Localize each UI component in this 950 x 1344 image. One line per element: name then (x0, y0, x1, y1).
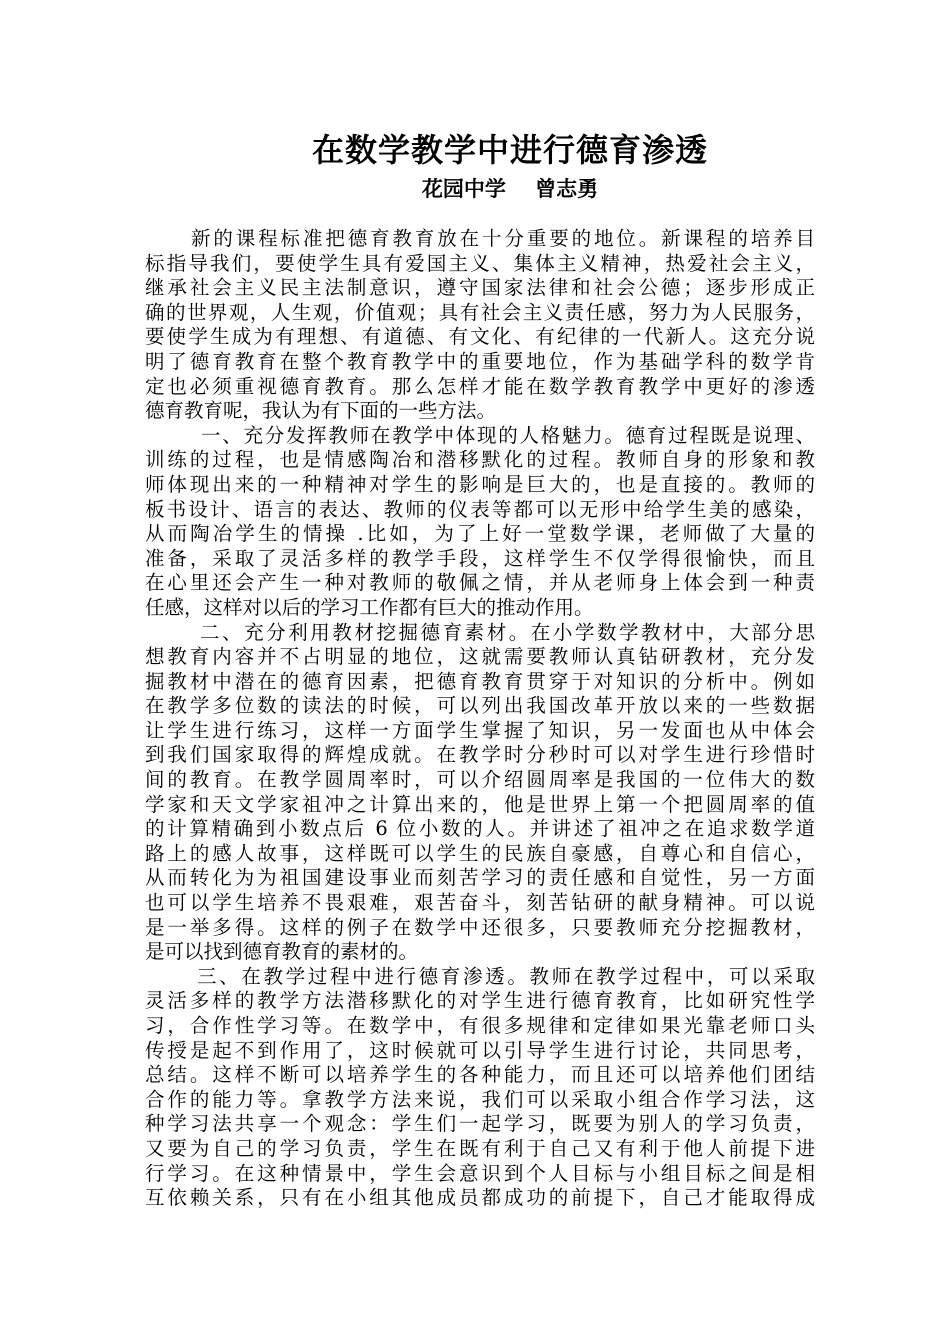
text-line: 的计算精确到小数点后 6 位小数的人。并讲述了祖冲之在追求数学道 (145, 817, 815, 841)
text-line: 到我们国家取得的辉煌成就。在教学时分秒时可以对学生进行珍惜时 (145, 743, 815, 767)
text-line: 二、充分利用教材挖掘德育素材。在小学数学教材中，大部分思 (200, 620, 815, 644)
text-line: 种学习法共享一个观念：学生们一起学习，既要为别人的学习负责， (145, 1112, 815, 1136)
text-line: 习，合作性学习等。在数学中，有很多规律和定律如果光靠老师口头 (145, 1014, 815, 1037)
text-line: 在教学多位数的读法的时候，可以列出我国改革开放以来的一些数据 (145, 694, 815, 718)
text-line: 灵活多样的教学方法潜移默化的对学生进行德育教育，比如研究性学 (145, 989, 815, 1013)
text-line: 又要为自己的学习负责，学生在既有利于自己又有利于他人前提下进 (145, 1136, 815, 1160)
text-line: 明了德育教育在整个教育教学中的重要地位，作为基础学科的数学肯 (145, 349, 815, 373)
text-line: 总结。这样不断可以培养学生的各种能力，而且还可以培养他们团结 (145, 1063, 815, 1087)
text-line: 是一举多得。这样的例子在数学中还很多，只要教师充分挖掘教材， (145, 915, 815, 939)
text-line: 德育教育呢，我认为有下面的一些方法。 (145, 399, 497, 423)
text-line: 训练的过程，也是情感陶冶和潜移默化的过程。教师自身的形象和教 (145, 448, 815, 472)
text-line: 让学生进行练习，这样一方面学生掌握了知识，另一发面也从中体会 (145, 718, 815, 742)
text-line: 想教育内容并不占明显的地位，这就需要教师认真钻研教材，充分发 (145, 645, 815, 669)
text-line: 间的教育。在教学圆周率时，可以介绍圆周率是我国的一位伟大的数 (145, 768, 815, 792)
text-line: 也可以学生培养不畏艰难，艰苦奋斗，刻苦钻研的献身精神。可以说 (145, 891, 815, 915)
text-line: 一、充分发挥教师在教学中体现的人格魅力。德育过程既是说理、 (201, 423, 815, 447)
text-line: 要使学生成为有理想、有道德、有文化、有纪律的一代新人。这充分说 (145, 325, 815, 349)
text-line: 任感，这样对以后的学习工作都有巨大的推动作用。 (145, 595, 594, 619)
text-line: 互依赖关系，只有在小组其他成员都成功的前提下，自己才能取得成 (145, 1186, 815, 1210)
text-line: 行学习。在这种情景中，学生会意识到个人目标与小组目标之间是相 (145, 1161, 815, 1185)
document-author: 花园中学 曾志勇 (421, 176, 599, 201)
text-line: 合作的能力等。拿教学方法来说，我们可以采取小组合作学习法，这 (145, 1087, 815, 1111)
text-line: 掘教材中潜在的德育因素，把德育教育贯穿于对知识的分析中。例如 (145, 669, 815, 693)
text-line: 在心里还会产生一种对教师的敬佩之情，并从老师身上体会到一种责 (145, 571, 815, 595)
text-line: 新的课程标准把德育教育放在十分重要的地位。新课程的培养目 (191, 227, 815, 250)
text-line: 板书设计、语言的表达、教师的仪表等都可以无形中给学生美的感染， (145, 497, 815, 521)
text-line: 从而陶冶学生的情操 .比如，为了上好一堂数学课，老师做了大量的 (145, 522, 815, 546)
text-line: 定也必须重视德育教育。那么怎样才能在数学教育教学中更好的渗透 (145, 374, 815, 398)
document-title: 在数学教学中进行德育渗透 (311, 131, 708, 169)
text-line: 继承社会主义民主法制意识，遵守国家法律和社会公德；逐步形成正 (145, 276, 815, 300)
text-line: 师体现出来的一种精神对学生的影响是巨大的，也是直接的。教师的 (145, 472, 815, 496)
text-line: 准备，采取了灵活多样的教学手段，这样学生不仅学得很愉快，而且 (145, 546, 815, 570)
text-line: 学家和天文学家祖冲之计算出来的，他是世界上第一个把圆周率的值 (145, 792, 815, 816)
text-line: 是可以找到德育教育的素材的。 (145, 940, 419, 964)
text-line: 标指导我们，要使学生具有爱国主义、集体主义精神，热爱社会主义， (145, 251, 815, 275)
document-body (145, 227, 815, 1211)
text-line: 路上的感人故事，这样既可以学生的民族自豪感，自尊心和自信心， (145, 841, 815, 865)
text-line: 确的世界观，人生观，价值观；具有社会主义责任感，努力为人民服务， (145, 300, 815, 324)
text-line: 从而转化为为祖国建设事业而刻苦学习的责任感和自觉性，另一方面 (145, 866, 815, 890)
text-line: 传授是起不到作用了，这时候就可以引导学生进行讨论，共同思考， (145, 1038, 815, 1062)
text-line: 三、在教学过程中进行德育渗透。教师在教学过程中，可以采取 (197, 964, 815, 988)
